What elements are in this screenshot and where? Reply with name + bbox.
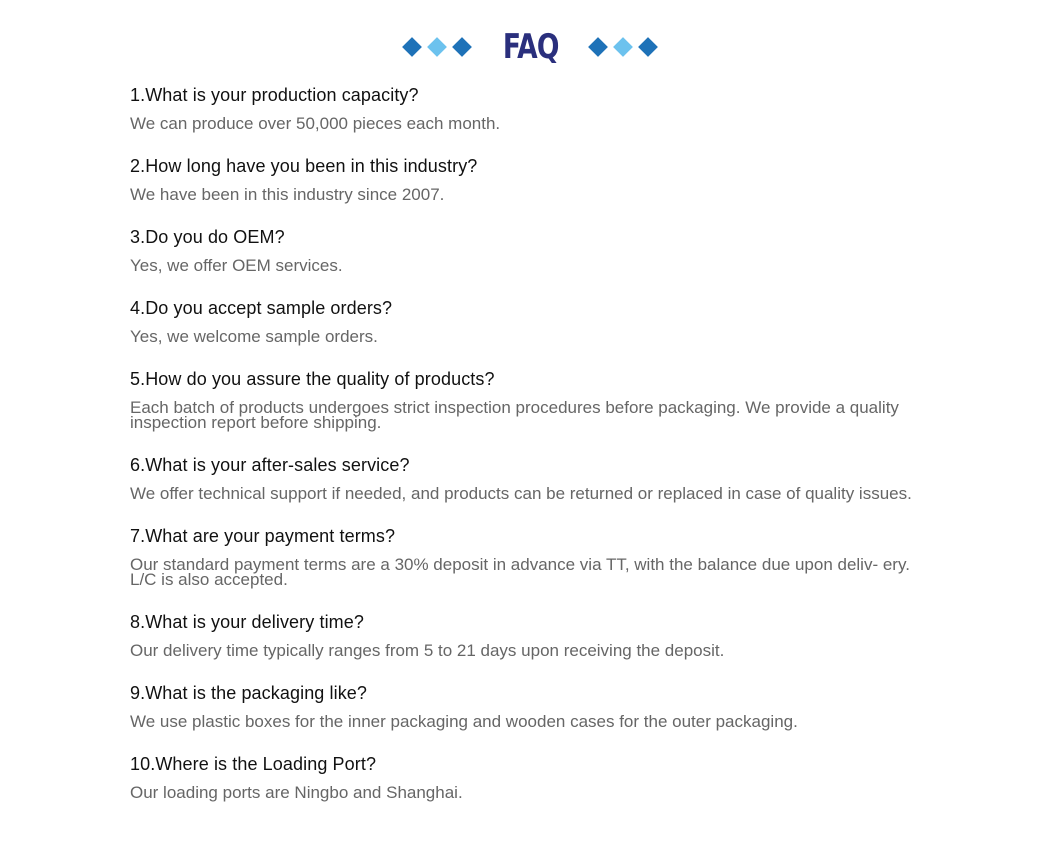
faq-question: 7.What are your payment terms? [130,526,396,546]
diamond-icon [613,37,633,57]
faq-item [130,296,930,348]
faq-header [0,24,1060,70]
diamond-icon [588,37,608,57]
diamond-icon [402,37,422,57]
faq-item [130,154,930,206]
diamond-decoration-right [591,40,655,54]
faq-list [130,83,930,823]
faq-answer: Our delivery time typically ranges from 5 to 21 days upon receiving the deposit. [130,641,725,660]
faq-item [130,225,930,277]
faq-answer: Yes, we offer OEM services. [130,256,343,275]
faq-answer: We have been in this industry since 2007. [130,185,445,204]
faq-question: 3.Do you do OEM? [130,227,285,247]
faq-item [130,681,930,733]
faq-item [130,610,930,662]
faq-item [130,524,930,591]
faq-item [130,367,930,434]
diamond-icon [427,37,447,57]
page-title: FAQ [503,27,559,67]
faq-question: 8.What is your delivery time? [130,612,364,632]
faq-item [130,83,930,135]
diamond-icon [452,37,472,57]
faq-answer: We can produce over 50,000 pieces each month. [130,114,501,133]
faq-answer: We use plastic boxes for the inner packaging and wooden cases for the outer packaging. [130,712,798,731]
faq-question: 9.What is the packaging like? [130,683,368,703]
faq-question: 6.What is your after-sales service? [130,455,410,475]
faq-question: 4.Do you accept sample orders? [130,298,393,318]
diamond-decoration-left [405,40,469,54]
faq-answer: Yes, we welcome sample orders. [130,327,378,346]
faq-answer: Our standard payment terms are a 30% deposit in advance via TT, with the balance due upon deliv- ery. L/C is also accepted. [130,555,910,589]
faq-answer: Our loading ports are Ningbo and Shanghai. [130,783,463,802]
faq-question: 1.What is your production capacity? [130,85,419,105]
faq-question: 10.Where is the Loading Port? [130,754,377,774]
faq-question: 2.How long have you been in this industry? [130,156,478,176]
faq-answer: Each batch of products undergoes strict inspection procedures before packaging. We provide a quality inspection report before shipping. [130,398,899,432]
faq-item [130,752,930,804]
faq-item [130,453,930,505]
faq-question: 5.How do you assure the quality of products? [130,369,495,389]
diamond-icon [638,37,658,57]
faq-answer: We offer technical support if needed, and products can be returned or replaced in case of quality issues. [130,484,912,503]
